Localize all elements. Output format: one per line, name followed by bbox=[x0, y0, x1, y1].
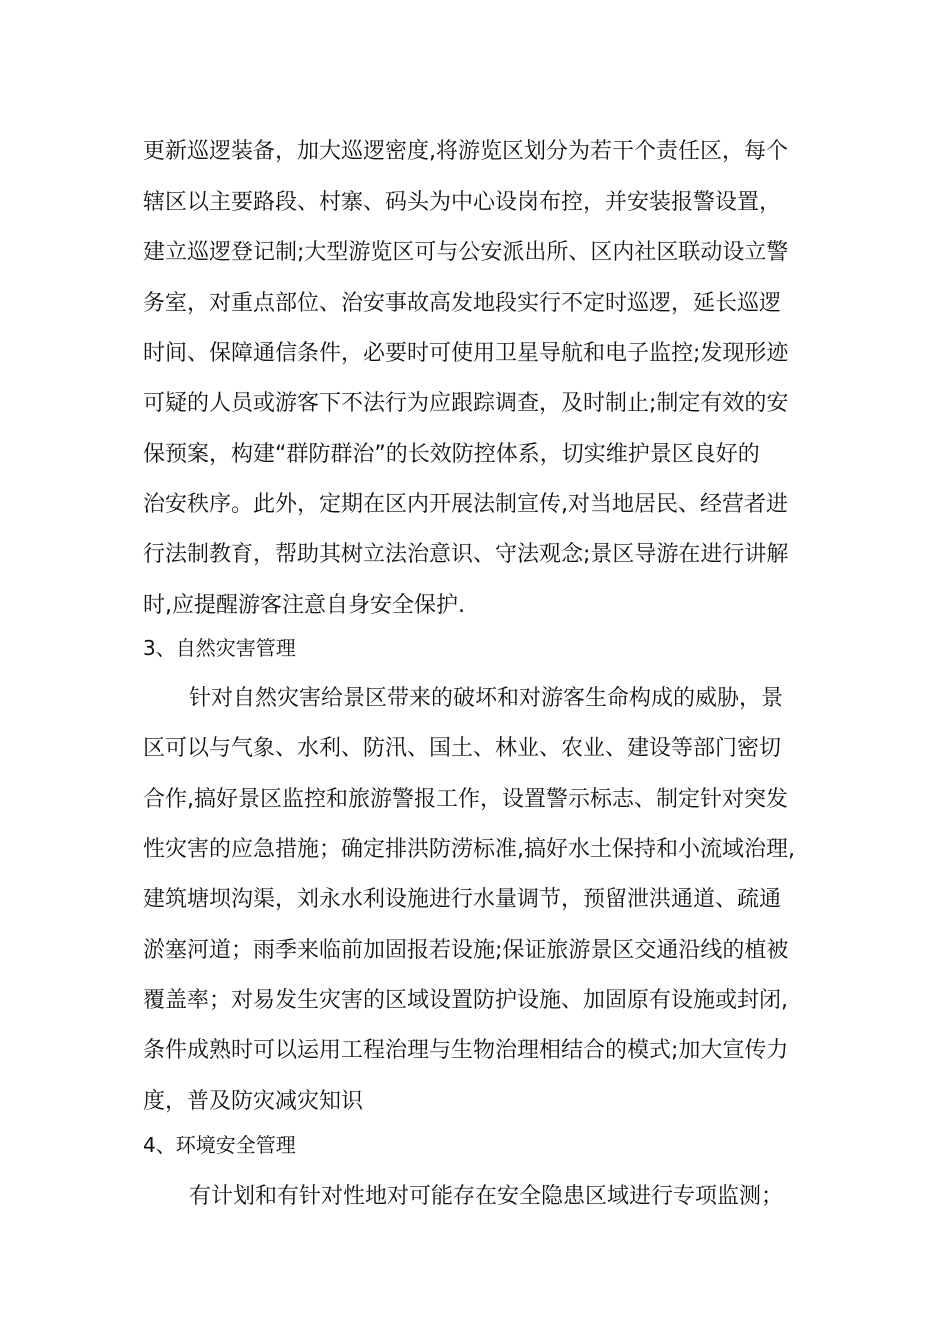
body-text-line: 淤塞河道；雨季来临前加固报若设施;保证旅游景区交通沿线的植被 bbox=[143, 938, 789, 963]
body-text-line: 保预案，构建“群防群治”的长效防控体系，切实维护景区良好的 bbox=[143, 442, 760, 467]
body-text-line: 针对自然灾害给景区带来的破坏和对游客生命构成的威胁，景 bbox=[189, 686, 784, 711]
body-text-line: 度，普及防灾减灾知识 bbox=[143, 1089, 364, 1114]
body-text-line: 覆盖率；对易发生灾害的区域设置防护设施、加固原有设施或封闭, bbox=[143, 988, 788, 1013]
section-heading: 3、自然灾害管理 bbox=[143, 636, 296, 660]
body-text-line: 治安秩序。此外，定期在区内开展法制宣传,对当地居民、经营者进 bbox=[143, 492, 788, 517]
body-text-line: 辖区以主要路段、村寨、码头为中心设岗布控，并安装报警设置， bbox=[143, 190, 782, 215]
body-text-line: 区可以与气象、水利、防汛、国土、林业、农业、建设等部门密切 bbox=[143, 736, 782, 761]
body-text-line: 更新巡逻装备，加大巡逻密度,将游览区划分为若干个责任区，每个 bbox=[143, 139, 788, 164]
body-text-line: 时间、保障通信条件，必要时可使用卫星导航和电子监控;发现形迹 bbox=[143, 341, 789, 366]
body-text-line: 建筑塘坝沟渠，刘永水利设施进行水量调节，预留泄洪通道、疏通 bbox=[143, 887, 782, 912]
body-text-line: 务室，对重点部位、治安事故高发地段实行不定时巡逻，延长巡逻 bbox=[143, 291, 782, 316]
body-text-line: 合作,搞好景区监控和旅游警报工作，设置警示标志、制定针对突发 bbox=[143, 787, 788, 812]
body-text-line: 条件成熟时可以运用工程治理与生物治理相结合的模式;加大宣传力 bbox=[143, 1038, 789, 1063]
body-text-line: 时,应提醒游客注意自身安全保护. bbox=[143, 593, 465, 618]
body-text-line: 性灾害的应急措施；确定排洪防涝标准,搞好水土保持和小流域治理, bbox=[143, 837, 795, 862]
body-text-line: 有计划和有针对性地对可能存在安全隐患区域进行专项监测； bbox=[189, 1184, 784, 1209]
section-heading: 4、环境安全管理 bbox=[143, 1133, 296, 1157]
body-text-line: 建立巡逻登记制;大型游览区可与公安派出所、区内社区联动设立警 bbox=[143, 240, 789, 265]
body-text-line: 可疑的人员或游客下不法行为应跟踪调查，及时制止;制定有效的安 bbox=[143, 391, 789, 416]
body-text-line: 行法制教育，帮助其树立法治意识、守法观念;景区导游在进行讲解 bbox=[143, 542, 789, 567]
